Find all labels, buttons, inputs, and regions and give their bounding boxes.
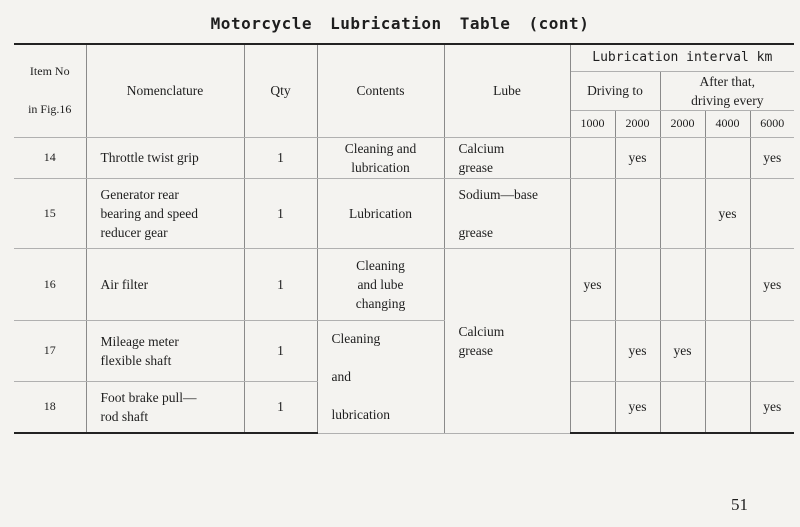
contents-cell: Lubrication <box>317 178 444 248</box>
header-after-that-line1: After that, <box>699 73 756 89</box>
nomenclature-line: reducer gear <box>100 224 168 240</box>
mark-cell: yes <box>660 320 705 381</box>
qty-cell: 1 <box>244 320 317 381</box>
lube-line: Calcium <box>458 323 505 339</box>
lube-cell <box>444 248 570 433</box>
mark-cell <box>705 248 750 320</box>
page-number: 51 <box>731 495 748 514</box>
item-number: 15 <box>14 178 86 248</box>
mark-cell <box>660 381 705 433</box>
mark-cell <box>705 320 750 381</box>
contents-line: lubrication <box>351 159 410 175</box>
mark-cell <box>750 320 794 381</box>
table-row <box>14 178 794 248</box>
header-item-no-line2: in Fig.16 <box>28 102 72 117</box>
contents-cell <box>317 248 444 320</box>
mark-cell: yes <box>615 381 660 433</box>
lube-line: grease <box>458 342 493 358</box>
header-qty: Qty <box>244 44 317 137</box>
contents-line: Cleaning <box>356 257 405 273</box>
contents-cell <box>317 137 444 178</box>
contents-line: and <box>331 369 351 384</box>
mark-cell <box>570 137 615 178</box>
header-km-2000-every: 2000 <box>660 110 705 137</box>
contents-line: lubrication <box>331 407 390 422</box>
mark-cell <box>660 178 705 248</box>
contents-line: Cleaning <box>331 331 381 346</box>
nomenclature-line: flexible shaft <box>100 352 172 368</box>
mark-cell: yes <box>615 320 660 381</box>
header-nomenclature: Nomenclature <box>86 44 244 137</box>
nomenclature-line: Foot brake pull— <box>100 389 197 405</box>
mark-cell <box>705 381 750 433</box>
lube-line: grease <box>458 224 493 240</box>
mark-cell <box>660 248 705 320</box>
header-after-that-line2: driving every <box>691 92 764 108</box>
mark-cell <box>570 381 615 433</box>
table-row <box>14 137 794 178</box>
lube-line: Sodium—base <box>458 186 538 202</box>
mark-cell <box>570 320 615 381</box>
nomenclature-cell: Throttle twist grip <box>86 137 244 178</box>
mark-cell: yes <box>750 248 794 320</box>
qty-cell: 1 <box>244 381 317 433</box>
header-contents: Contents <box>317 44 444 137</box>
table-row <box>14 248 794 320</box>
item-number: 18 <box>14 381 86 433</box>
nomenclature-line: rod shaft <box>100 408 149 424</box>
contents-cell <box>317 320 444 433</box>
nomenclature-cell <box>86 381 244 433</box>
mark-cell: yes <box>705 178 750 248</box>
header-km-4000: 4000 <box>705 110 750 137</box>
mark-cell <box>615 248 660 320</box>
mark-cell <box>615 178 660 248</box>
qty-cell: 1 <box>244 248 317 320</box>
header-driving-to: Driving to <box>570 71 660 110</box>
header-km-2000-first: 2000 <box>615 110 660 137</box>
qty-cell: 1 <box>244 178 317 248</box>
mark-cell: yes <box>750 381 794 433</box>
mark-cell <box>705 137 750 178</box>
header-km-6000: 6000 <box>750 110 794 137</box>
lube-line: grease <box>458 159 493 175</box>
mark-cell <box>570 178 615 248</box>
mark-cell <box>750 178 794 248</box>
lube-line: Calcium <box>458 140 505 156</box>
nomenclature-cell <box>86 178 244 248</box>
item-number: 16 <box>14 248 86 320</box>
nomenclature-line: Mileage meter <box>100 333 179 349</box>
table-title: Motorcycle Lubrication Table (cont) <box>210 14 590 33</box>
item-number: 14 <box>14 137 86 178</box>
nomenclature-line: Generator rear <box>100 186 179 202</box>
header-lube: Lube <box>444 44 570 137</box>
qty-cell: 1 <box>244 137 317 178</box>
mark-cell <box>660 137 705 178</box>
header-item-no-line1: Item No <box>29 64 70 79</box>
header-km-1000: 1000 <box>570 110 615 137</box>
contents-line: Cleaning and <box>344 140 417 156</box>
contents-line: changing <box>355 295 406 311</box>
header-interval: Lubrication interval km <box>570 44 794 71</box>
header-item-no <box>14 44 86 137</box>
mark-cell: yes <box>615 137 660 178</box>
mark-cell: yes <box>750 137 794 178</box>
header-after-that <box>660 71 794 110</box>
nomenclature-cell <box>86 320 244 381</box>
table-row <box>14 320 794 381</box>
lube-cell <box>444 178 570 248</box>
item-number: 17 <box>14 320 86 381</box>
lube-cell <box>444 137 570 178</box>
contents-line: and lube <box>357 276 404 292</box>
nomenclature-line: bearing and speed <box>100 205 198 221</box>
lubrication-table <box>14 43 794 434</box>
mark-cell: yes <box>570 248 615 320</box>
nomenclature-cell: Air filter <box>86 248 244 320</box>
